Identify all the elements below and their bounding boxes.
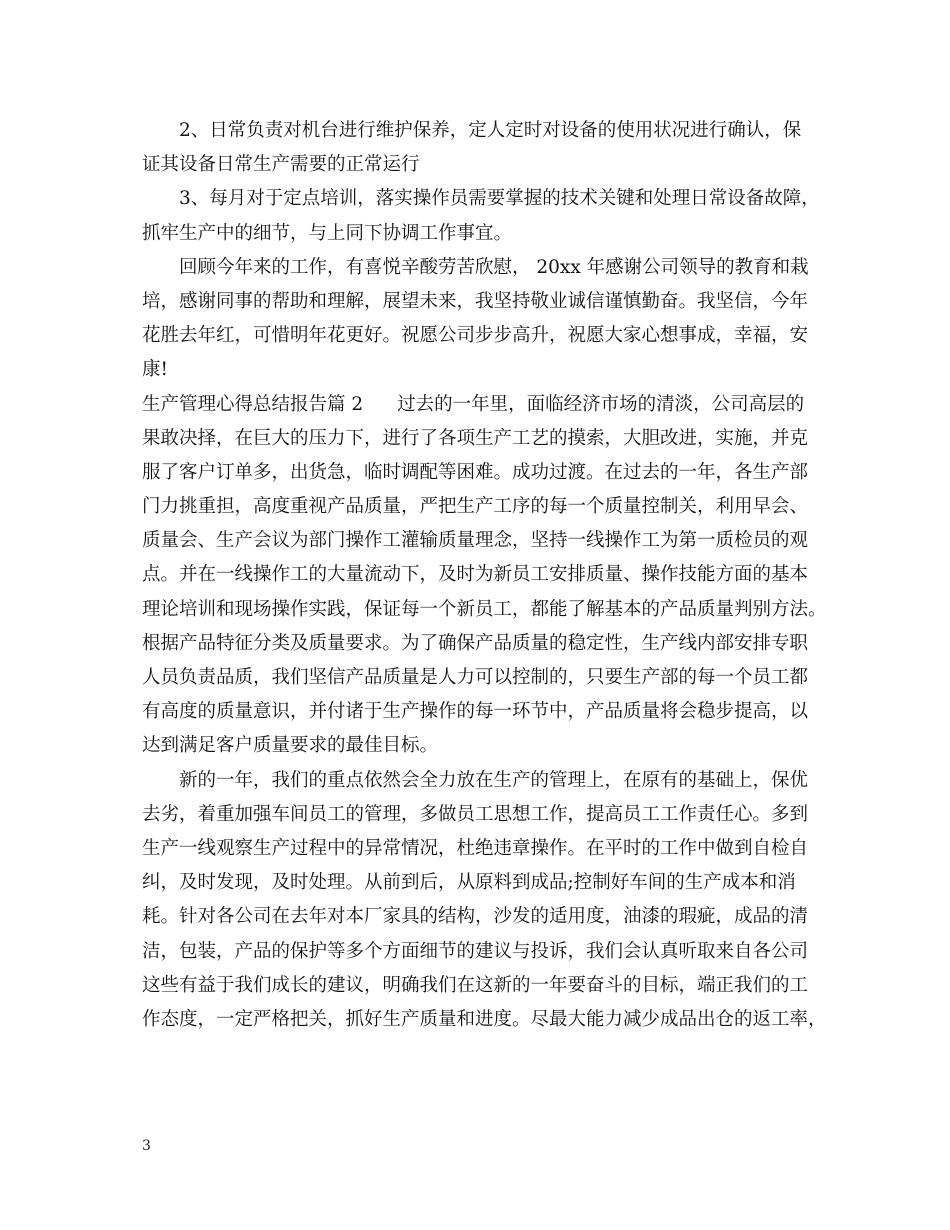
paragraph-line: 回顾今年来的工作，有喜悦辛酸劳苦欣慰， 20xx 年感谢公司领导的教育和栽 — [179, 256, 809, 278]
paragraph-line: 耗。针对各公司在去年对本厂家具的结构，沙发的适用度，油漆的瑕疵，成品的清 — [142, 906, 809, 928]
paragraph-line: 生产一线观察生产过程中的异常情况，杜绝违章操作。在平时的工作中做到自检自 — [142, 837, 809, 859]
paragraph-line: 新的一年，我们的重点依然会全力放在生产的管理上，在原有的基础上，保优 — [179, 769, 809, 791]
paragraph-line: 有高度的质量意识，并付诸于生产操作的每一环节中，产品质量将会稳步提高，以 — [142, 701, 809, 723]
paragraph-line: 培，感谢同事的帮助和理解，展望未来，我坚持敬业诚信谨慎勤奋。我坚信，今年 — [142, 290, 809, 312]
paragraph-line: 康! — [142, 359, 168, 381]
paragraph-line: 门力挑重担，高度重视产品质量，严把生产工序的每一个质量控制关，利用早会、 — [142, 496, 809, 518]
paragraph-line: 理论培训和现场操作实践，保证每一个新员工，都能了解基本的产品质量判别方法。 — [142, 598, 827, 620]
paragraph-line: 2、日常负责对机台进行维护保养，定人定时对设备的使用状况进行确认，保 — [179, 120, 802, 141]
paragraph-line: 服了客户订单多，出货急，临时调配等困难。成功过渡。在过去的一年，各生产部 — [142, 461, 809, 483]
paragraph-line: 根据产品特征分类及质量要求。为了确保产品质量的稳定性，生产线内部安排专职 — [142, 632, 809, 654]
page-number: 3 — [142, 1138, 151, 1154]
paragraph-line: 果敢决择，在巨大的压力下，进行了各项生产工艺的摸索，大胆改进，实施，并克 — [142, 427, 809, 449]
paragraph-line: 作态度，一定严格把关，抓好生产质量和进度。尽最大能力减少成品出仓的返工率， — [142, 1008, 827, 1030]
body-text — [142, 114, 827, 1037]
paragraph-line: 花胜去年红，可惜明年花更好。祝愿公司步步高升，祝愿大家心想事成，幸福，安 — [142, 325, 809, 347]
paragraph-line: 抓牢生产中的细节，与上同下协调工作事宜。 — [142, 222, 513, 244]
paragraph-line: 点。并在一线操作工的大量流动下，及时为新员工安排质量、操作技能方面的基本 — [142, 564, 809, 586]
paragraph-line: 纠，及时发现，及时处理。从前到后，从原料到成品;控制好车间的生产成本和消 — [142, 872, 796, 894]
paragraph-line: 去劣，着重加强车间员工的管理，多做员工思想工作，提高员工工作责任心。多到 — [142, 803, 809, 825]
paragraph-line-start: 过去的一年里，面临经济市场的清淡，公司高层的 — [397, 393, 805, 415]
paragraph-line: 人员负责品质，我们坚信产品质量是人力可以控制的，只要生产部的每一个员工都 — [142, 667, 809, 688]
paragraph-line: 质量会、生产会议为部门操作工灌输质量理念，坚持一线操作工为第一质检员的观 — [142, 530, 809, 552]
paragraph-line: 洁，包装，产品的保护等多个方面细节的建议与投诉，我们会认真听取来自各公司 — [142, 940, 809, 962]
section-heading-line — [142, 388, 822, 422]
paragraph-line: 达到满足客户质量要求的最佳目标。 — [142, 735, 439, 757]
paragraph-line: 3、每月对于定点培训，落实操作员需要掌握的技术关键和处理日常设备故障， — [179, 188, 820, 210]
paragraph-line: 证其设备日常生产需要的正常运行 — [142, 154, 420, 176]
paragraph-line: 这些有益于我们成长的建议，明确我们在这新的一年要奋斗的目标，端正我们的工 — [142, 974, 809, 996]
section-heading: 生产管理心得总结报告篇 2 — [142, 393, 364, 415]
